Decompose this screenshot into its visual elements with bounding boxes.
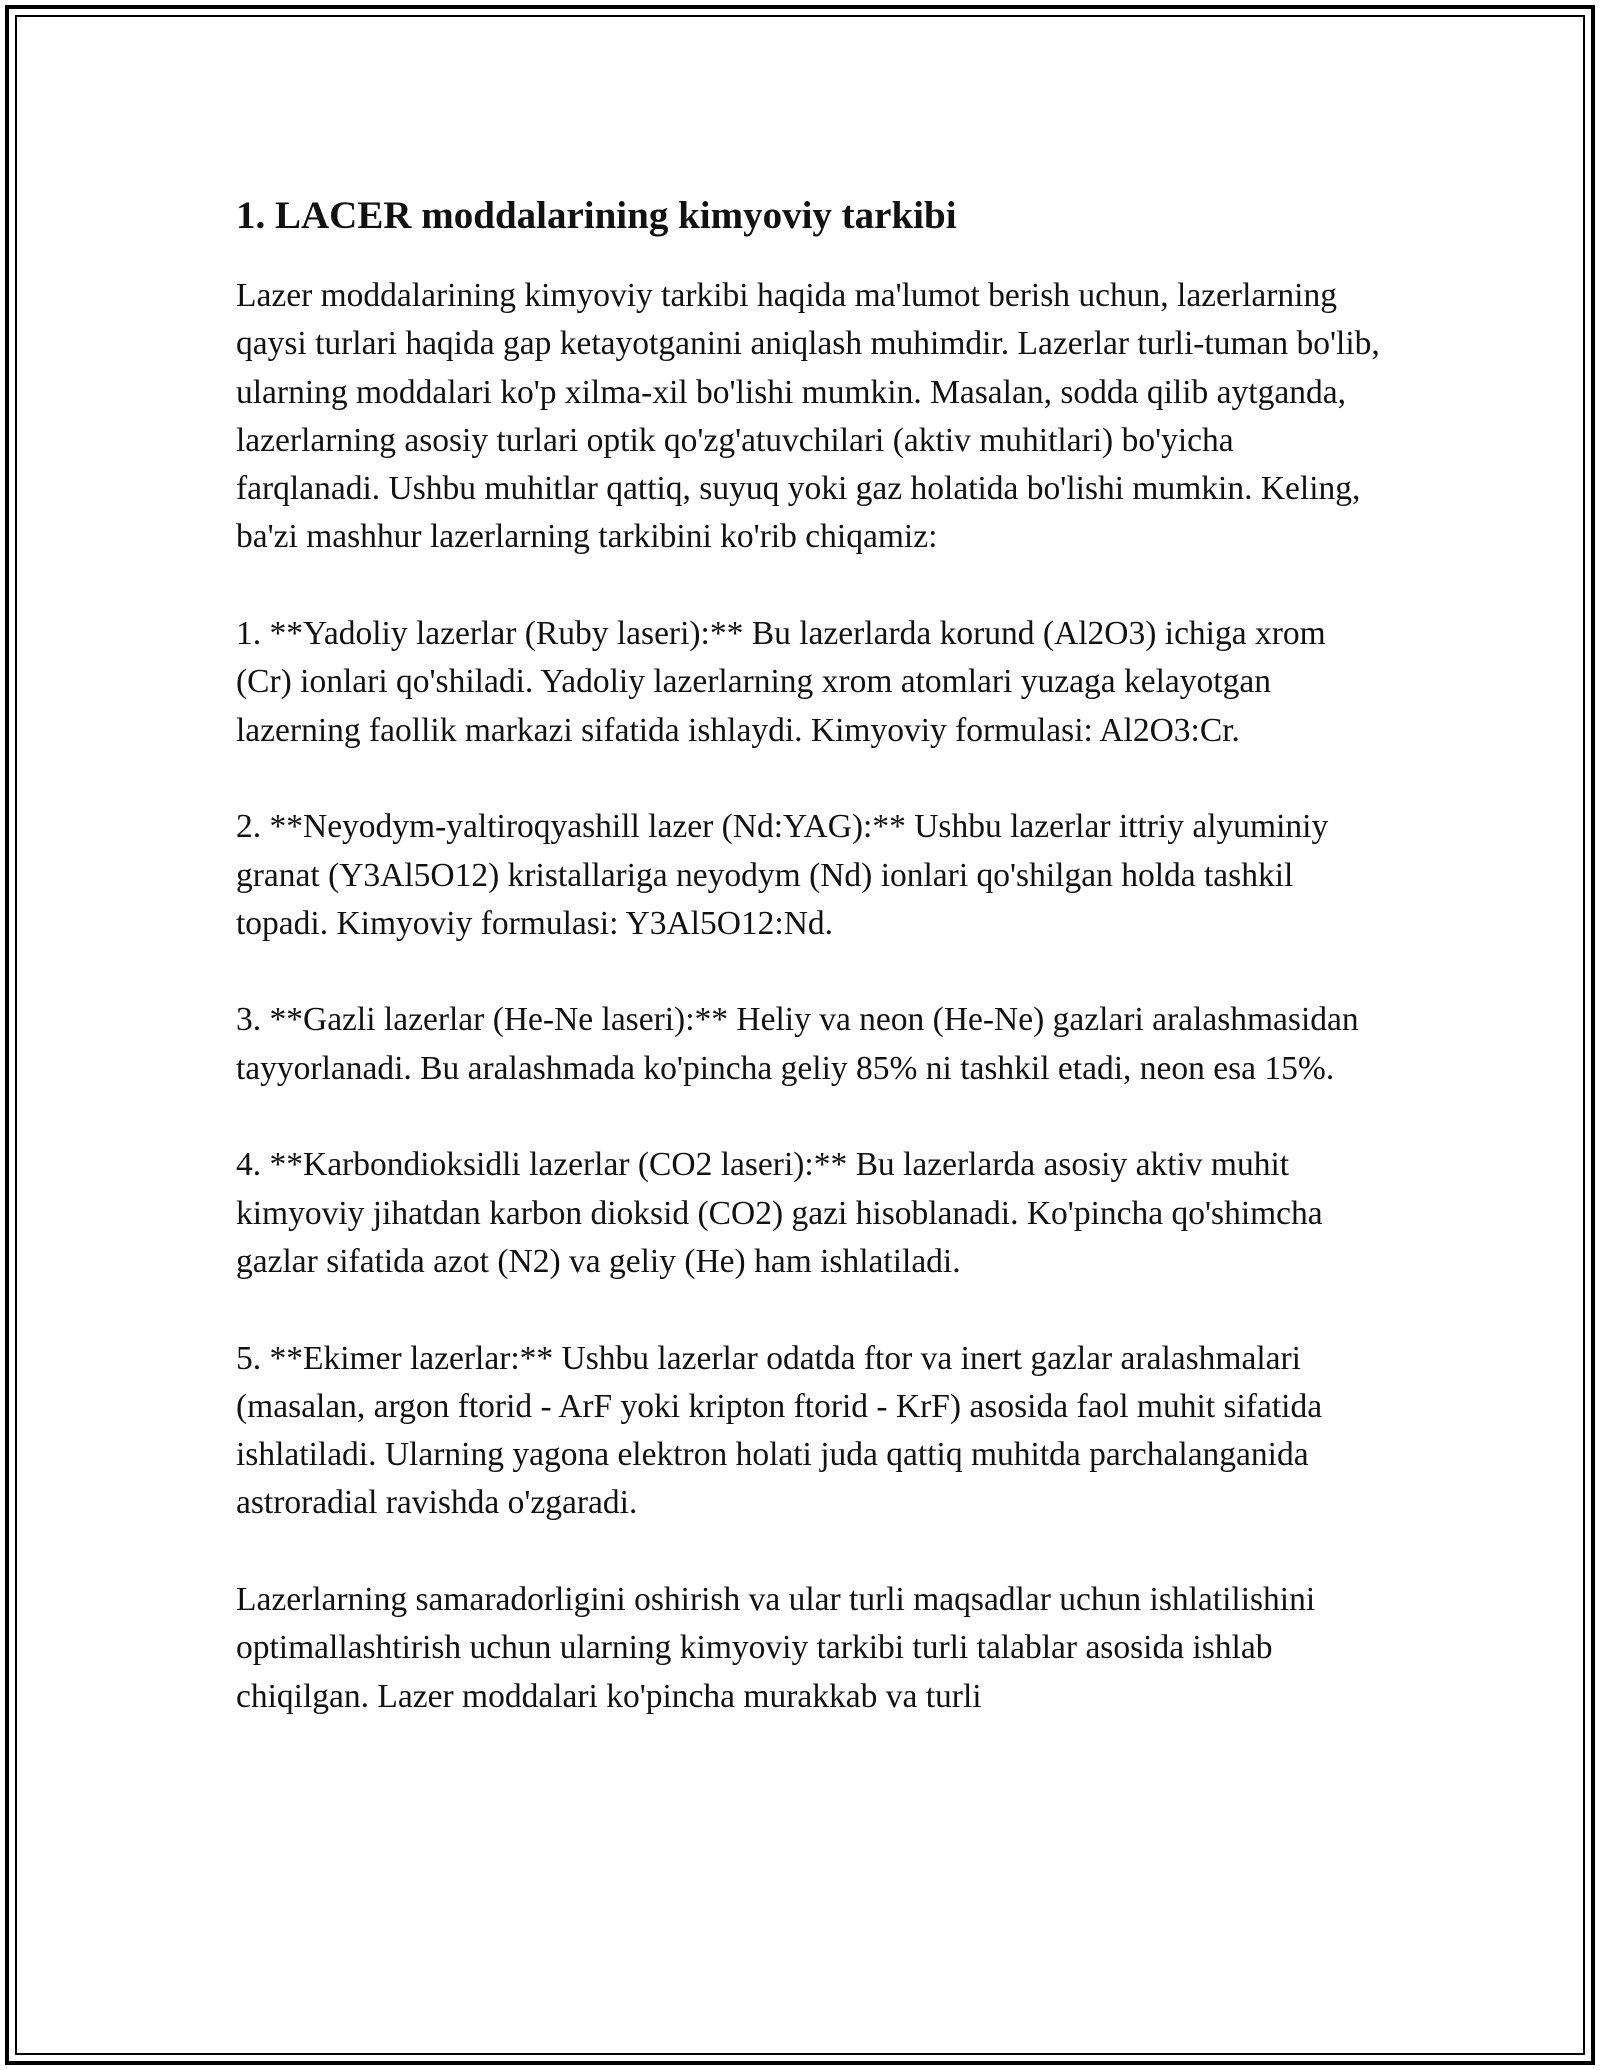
paragraph-conclusion: Lazerlarning samaradorligini oshirish va ular turli maqsadlar uchun ishlatilishini optimallashtirish uchun ularning kimyoviy tarkibi turli talablar asosida ishlab chiqilgan. Lazer moddalari ko'pincha murakkab va turli <box>236 1581 1316 1715</box>
document-title: 1. LACER moddalarining kimyoviy tarkibi <box>236 194 957 237</box>
document-body <box>236 182 1386 1769</box>
paragraph-excimer-laser: 5. **Ekimer lazerlar:** Ushbu lazerlar odatda ftor va inert gazlar aralashmalari (masalan, argon ftorid - ArF yoki kripton ftorid - KrF) asosida faol muhit sifatida ishlatiladi. Ularning yagona elektron holati juda qattiq muhitda parchalanganida astroradial ravishda o'zgaradi. <box>236 1339 1323 1522</box>
paragraph-he-ne-laser: 3. **Gazli lazerlar (He-Ne laseri):** Heliy va neon (He-Ne) gazlari aralashmasidan tayyorlanadi. Bu aralashmada ko'pincha geliy 85% ni tashkil etadi, neon esa 15%. <box>236 1001 1359 1087</box>
paragraph-co2-laser: 4. **Karbondioksidli lazerlar (CO2 laseri):** Bu lazerlarda asosiy aktiv muhit kimyoviy jihatdan karbon dioksid (CO2) gazi hisoblanadi. Ko'pincha qo'shimcha gazlar sifatida azot (N2) va geliy (He) ham ishlatiladi. <box>236 1146 1323 1280</box>
paragraph-nd-yag-laser: 2. **Neyodym-yaltiroqyashill lazer (Nd:YAG):** Ushbu lazerlar ittriy alyuminiy granat (Y3Al5O12) kristallariga neyodym (Nd) ionlari qo'shilgan holda tashkil topadi. Kimyoviy formulasi: Y3Al5O12:Nd. <box>236 808 1329 942</box>
paragraph-ruby-laser: 1. **Yadoliy lazerlar (Ruby laseri):** Bu lazerlarda korund (Al2O3) ichiga xrom (Cr) ionlari qo'shiladi. Yadoliy lazerlarning xrom atomlari yuzaga kelayotgan lazerning faollik markazi sifatida ishlaydi. Kimyoviy formulasi: Al2O3:Cr. <box>236 615 1326 749</box>
paragraph-intro: Lazer moddalarining kimyoviy tarkibi haqida ma'lumot berish uchun, lazerlarning qaysi turlari haqida gap ketayotganini aniqlash muhimdir. Lazerlar turli-tuman bo'lib, ularning moddalari ko'p xilma-xil bo'lishi mumkin. Masalan, sodda qilib aytganda, lazerlarning asosiy turlari optik qo'zg'atuvchilari (aktiv muhitlari) bo'yicha farqlanadi. Ushbu muhitlar qattiq, suyuq yoki gaz holatida bo'lishi mumkin. Keling, ba'zi mashhur lazerlarning tarkibini ko'rib chiqamiz: <box>236 277 1380 556</box>
